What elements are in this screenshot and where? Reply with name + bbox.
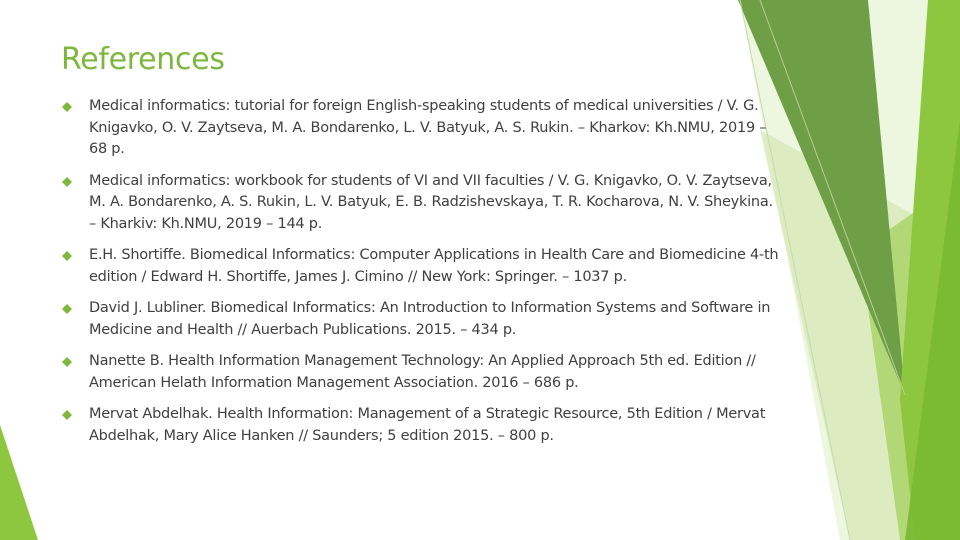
reference-item <box>62 298 782 341</box>
diamond-bullet-icon <box>62 251 72 261</box>
reference-item <box>62 404 782 447</box>
slide-title: References <box>61 42 225 77</box>
reference-text: Mervat Abdelhak. Health Information: Management of a Strategic Resource, 5th Edition / Mervat Abdelhak, Mary Alice Hanken // Saunders; 5 edition 2015. – 800 p. <box>89 406 766 444</box>
diamond-bullet-icon <box>62 304 72 314</box>
reference-text: David J. Lubliner. Biomedical Informatics: An Introduction to Information Systems and Software in Medicine and Health // Auerbach Publications. 2015. – 434 p. <box>89 300 771 338</box>
reference-text: Medical informatics: workbook for students of VI and VII faculties / V. G. Knigavko, O. V. Zaytseva, M. A. Bondarenko, A. S. Rukin, L. V. Batyuk, E. B. Radzishevskaya, T. R. Kocharova, N. V. Sheykina. – Kharkiv: Kh.NMU, 2019 – 144 p. <box>89 172 773 232</box>
reference-item <box>62 245 782 288</box>
reference-text: Medical informatics: tutorial for foreign English-speaking students of medical universities / V. G. Knigavko, O. V. Zaytseva, M. A. Bondarenko, L. V. Batyuk, A. S. Rukin. – Kharkov: Kh.NMU, 2019 – 68 p. <box>89 98 767 157</box>
reference-item <box>62 351 782 394</box>
reference-item <box>62 96 782 161</box>
diamond-bullet-icon <box>62 357 72 367</box>
diamond-bullet-icon <box>62 410 72 420</box>
diamond-bullet-icon <box>62 102 72 112</box>
reference-text: E.H. Shortiffe. Biomedical Informatics: Computer Applications in Health Care and Biomedicine 4-th edition / Edward H. Shortiffe, James J. Cimino // New York: Springer. – 1037 p. <box>89 247 779 285</box>
diamond-bullet-icon <box>62 177 72 187</box>
reference-list <box>62 96 782 457</box>
reference-text: Nanette B. Health Information Management Technology: An Applied Approach 5th ed. Edition // American Helath Information Management Association. 2016 – 686 p. <box>89 353 756 391</box>
reference-item <box>62 171 782 236</box>
left-accent-shape <box>0 425 38 540</box>
